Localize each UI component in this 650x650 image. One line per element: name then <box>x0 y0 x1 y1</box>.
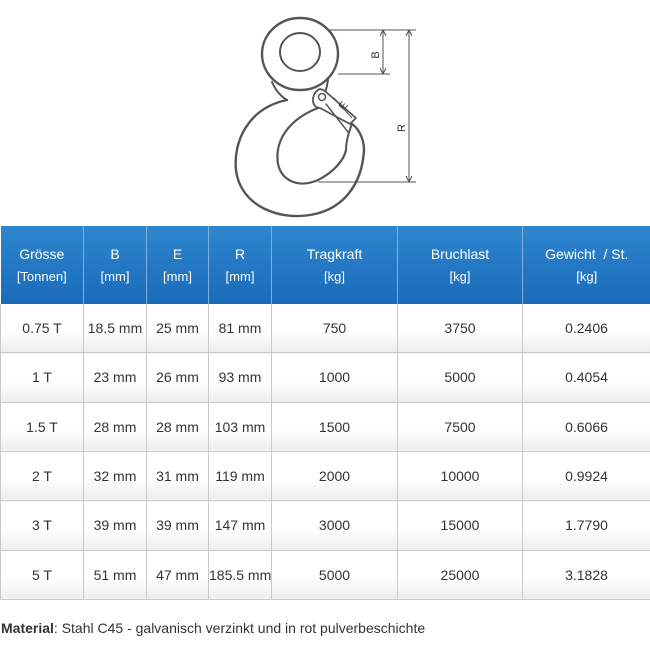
header-label: Grösse <box>19 246 65 262</box>
dimension-label-r: R <box>396 124 408 132</box>
material-note <box>1 620 425 636</box>
cell-groesse: 1 T <box>1 353 84 402</box>
header-label: Bruchlast <box>430 246 490 262</box>
cell-groesse: 1.5 T <box>1 402 84 451</box>
header-label: R <box>234 246 246 262</box>
header-unit: [kg] <box>324 269 345 284</box>
header-bruchlast <box>398 226 523 304</box>
table-row <box>1 304 650 353</box>
header-unit: [Tonnen] <box>16 269 67 284</box>
cell-r: 103 mm <box>209 402 272 451</box>
table-row <box>1 402 650 451</box>
cell-b: 39 mm <box>84 501 147 550</box>
header-groesse <box>1 226 84 304</box>
material-note-text: : Stahl C45 - galvanisch verzinkt und in rot pulverbeschichte <box>53 620 426 636</box>
table-row <box>1 451 650 500</box>
cell-tragkraft: 3000 <box>272 501 398 550</box>
cell-r: 81 mm <box>209 304 272 353</box>
material-note-label: Material <box>1 620 54 636</box>
cell-gewicht: 3.1828 <box>523 550 650 599</box>
cell-bruchlast: 5000 <box>398 353 523 402</box>
dimension-label-e: E <box>336 99 351 113</box>
hook-diagram <box>0 0 650 226</box>
cell-b: 23 mm <box>84 353 147 402</box>
header-gewicht <box>523 226 650 304</box>
cell-e: 28 mm <box>147 402 209 451</box>
cell-e: 25 mm <box>147 304 209 353</box>
cell-bruchlast: 3750 <box>398 304 523 353</box>
cell-bruchlast: 15000 <box>398 501 523 550</box>
table-row <box>1 501 650 550</box>
cell-b: 28 mm <box>84 402 147 451</box>
cell-tragkraft: 1000 <box>272 353 398 402</box>
cell-r: 93 mm <box>209 353 272 402</box>
table-row <box>1 353 650 402</box>
cell-gewicht: 0.4054 <box>523 353 650 402</box>
specification-table <box>0 226 650 600</box>
cell-e: 31 mm <box>147 451 209 500</box>
dimension-label-b: B <box>370 51 382 59</box>
cell-e: 26 mm <box>147 353 209 402</box>
header-unit: [mm] <box>225 269 255 284</box>
header-label: B <box>110 246 120 262</box>
header-b <box>84 226 147 304</box>
header-label: E <box>172 246 183 262</box>
header-unit: [kg] <box>449 269 471 284</box>
header-label: Tragkraft <box>306 246 363 262</box>
cell-e: 47 mm <box>147 550 209 599</box>
header-unit: [kg] <box>576 269 598 284</box>
cell-tragkraft: 750 <box>272 304 398 353</box>
cell-e: 39 mm <box>147 501 209 550</box>
header-unit: [mm] <box>163 269 192 284</box>
cell-tragkraft: 5000 <box>272 550 398 599</box>
hook-body-inner <box>277 108 346 183</box>
cell-gewicht: 0.2406 <box>523 304 650 353</box>
cell-r: 185.5 mm <box>209 550 272 599</box>
cell-groesse: 3 T <box>1 501 84 550</box>
header-tragkraft <box>272 226 398 304</box>
cell-gewicht: 0.6066 <box>523 402 650 451</box>
cell-gewicht: 0.9924 <box>523 451 650 500</box>
cell-b: 18.5 mm <box>84 304 147 353</box>
header-e <box>147 226 209 304</box>
cell-b: 51 mm <box>84 550 147 599</box>
table-header-row <box>1 226 650 304</box>
hook-tip <box>346 124 352 150</box>
header-label: Gewicht / St. <box>545 246 629 262</box>
cell-groesse: 0.75 T <box>1 304 84 353</box>
cell-groesse: 5 T <box>1 550 84 599</box>
cell-groesse: 2 T <box>1 451 84 500</box>
cell-tragkraft: 2000 <box>272 451 398 500</box>
table-row <box>1 550 650 599</box>
header-r <box>209 226 272 304</box>
cell-bruchlast: 25000 <box>398 550 523 599</box>
cell-r: 119 mm <box>209 451 272 500</box>
cell-bruchlast: 7500 <box>398 402 523 451</box>
cell-bruchlast: 10000 <box>398 451 523 500</box>
cell-tragkraft: 1500 <box>272 402 398 451</box>
cell-r: 147 mm <box>209 501 272 550</box>
cell-gewicht: 1.7790 <box>523 501 650 550</box>
header-unit: [mm] <box>100 269 130 284</box>
hook-drawing <box>0 0 650 226</box>
cell-b: 32 mm <box>84 451 147 500</box>
hook-eye-outer <box>262 18 338 90</box>
